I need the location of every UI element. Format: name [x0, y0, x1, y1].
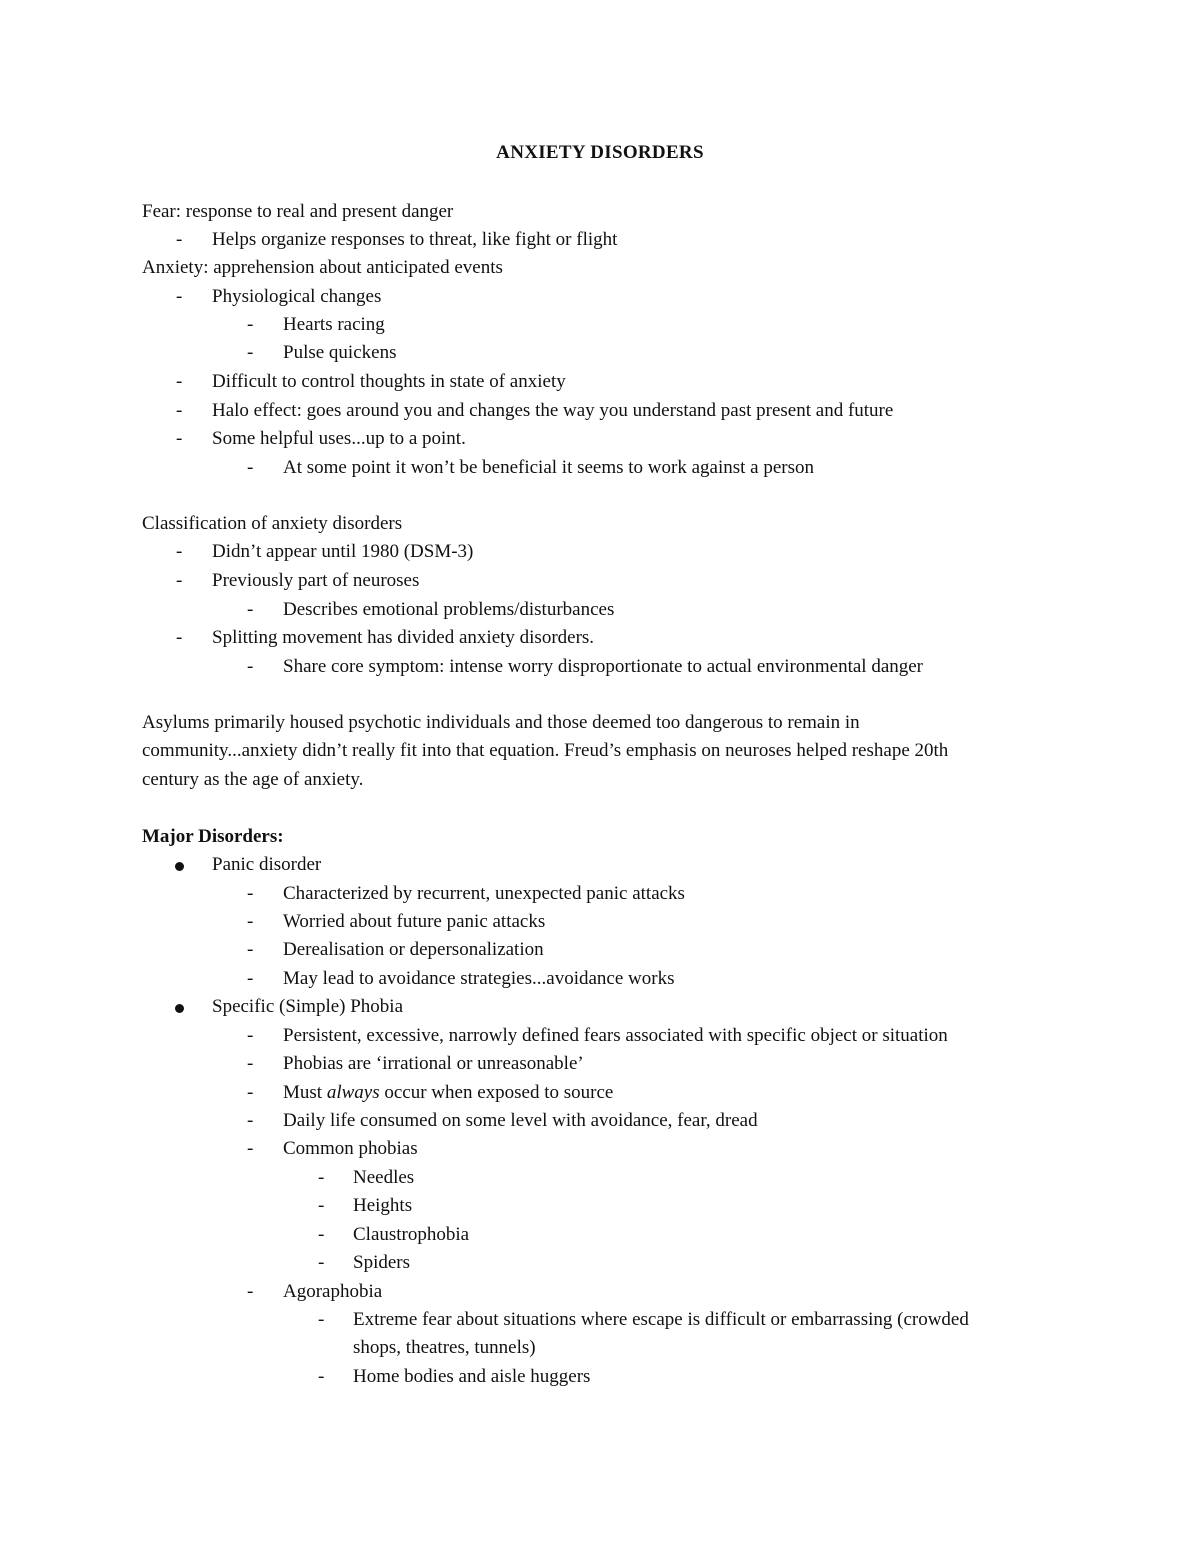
list-item: At some point it won’t be beneficial it seems to work against a person — [283, 457, 815, 478]
list-item: Daily life consumed on some level with avoidance, fear, dread — [283, 1110, 758, 1131]
paragraph-line: community...anxiety didn’t really fit into that equation. Freud’s emphasis on neuroses helped reshape 20th — [142, 740, 949, 761]
dash-marker: - — [247, 656, 254, 677]
list-item: Previously part of neuroses — [212, 570, 420, 591]
list-item: Share core symptom: intense worry disproportionate to actual environmental danger — [283, 656, 924, 677]
list-item: Helps organize responses to threat, like fight or flight — [212, 229, 618, 250]
dash-marker: - — [247, 883, 254, 904]
common-phobias-label: Common phobias — [283, 1138, 418, 1159]
dash-marker: - — [318, 1252, 325, 1273]
dash-marker: - — [247, 457, 254, 478]
list-item: Home bodies and aisle huggers — [353, 1366, 591, 1387]
dash-marker: - — [318, 1366, 325, 1387]
dash-marker: - — [247, 342, 254, 363]
list-item: Worried about future panic attacks — [283, 911, 546, 932]
list-item: Heights — [353, 1195, 413, 1216]
text-run: Must — [283, 1082, 327, 1103]
dash-marker: - — [318, 1167, 325, 1188]
list-item: Describes emotional problems/disturbances — [283, 599, 615, 620]
list-item-continuation: shops, theatres, tunnels) — [353, 1337, 536, 1358]
major-disorders-heading: Major Disorders: — [142, 826, 284, 847]
list-item: Spiders — [353, 1252, 410, 1273]
list-item: Didn’t appear until 1980 (DSM-3) — [212, 541, 474, 562]
page-title: ANXIETY DISORDERS — [496, 142, 704, 163]
dash-marker: - — [247, 1082, 254, 1103]
list-item: Persistent, excessive, narrowly defined fears associated with specific object or situation — [283, 1025, 948, 1046]
list-item: Needles — [353, 1167, 415, 1188]
list-item: Halo effect: goes around you and changes the way you understand past present and future — [212, 400, 894, 421]
list-item: Some helpful uses...up to a point. — [212, 428, 466, 449]
phobia-label: Specific (Simple) Phobia — [212, 996, 404, 1017]
dash-marker: - — [247, 968, 254, 989]
anxiety-heading: Anxiety: apprehension about anticipated events — [142, 257, 503, 278]
list-item: Pulse quickens — [283, 342, 397, 363]
dash-marker: - — [247, 1053, 254, 1074]
dash-marker: - — [176, 371, 183, 392]
dash-marker: - — [247, 1025, 254, 1046]
emphasis-text: always — [326, 1082, 380, 1103]
dash-marker: - — [247, 1138, 254, 1159]
dash-marker: - — [318, 1224, 325, 1245]
panic-disorder-label: Panic disorder — [212, 854, 322, 875]
dash-marker: - — [176, 627, 183, 648]
dash-marker: - — [318, 1195, 325, 1216]
dash-marker: - — [247, 1110, 254, 1131]
bullet-icon — [175, 862, 184, 871]
bullet-icon — [175, 1004, 184, 1013]
list-item: May lead to avoidance strategies...avoidance works — [283, 968, 675, 989]
dash-marker: - — [247, 314, 254, 335]
dash-marker: - — [176, 570, 183, 591]
dash-marker: - — [247, 1281, 254, 1302]
dash-marker: - — [176, 541, 183, 562]
dash-marker: - — [176, 400, 183, 421]
list-item: Difficult to control thoughts in state of anxiety — [212, 371, 566, 392]
list-item: Physiological changes — [212, 286, 382, 307]
dash-marker: - — [176, 286, 183, 307]
fear-heading: Fear: response to real and present danger — [142, 201, 454, 222]
list-item: Hearts racing — [283, 314, 385, 335]
list-item — [283, 1079, 613, 1107]
paragraph-line: century as the age of anxiety. — [142, 769, 364, 790]
paragraph-line: Asylums primarily housed psychotic individuals and those deemed too dangerous to remain in — [142, 712, 860, 733]
list-item: Extreme fear about situations where escape is difficult or embarrassing (crowded — [353, 1309, 969, 1330]
list-item: Derealisation or depersonalization — [283, 939, 544, 960]
dash-marker: - — [247, 939, 254, 960]
dash-marker: - — [247, 911, 254, 932]
dash-marker: - — [318, 1309, 325, 1330]
list-item: Phobias are ‘irrational or unreasonable’ — [283, 1053, 584, 1074]
text-run: occur when exposed to source — [379, 1082, 614, 1103]
dash-marker: - — [247, 599, 254, 620]
classification-heading: Classification of anxiety disorders — [142, 513, 403, 534]
list-item: Characterized by recurrent, unexpected panic attacks — [283, 883, 685, 904]
dash-marker: - — [176, 229, 183, 250]
list-item: Splitting movement has divided anxiety disorders. — [212, 627, 595, 648]
dash-marker: - — [176, 428, 183, 449]
agoraphobia-label: Agoraphobia — [283, 1281, 383, 1302]
list-item: Claustrophobia — [353, 1224, 470, 1245]
